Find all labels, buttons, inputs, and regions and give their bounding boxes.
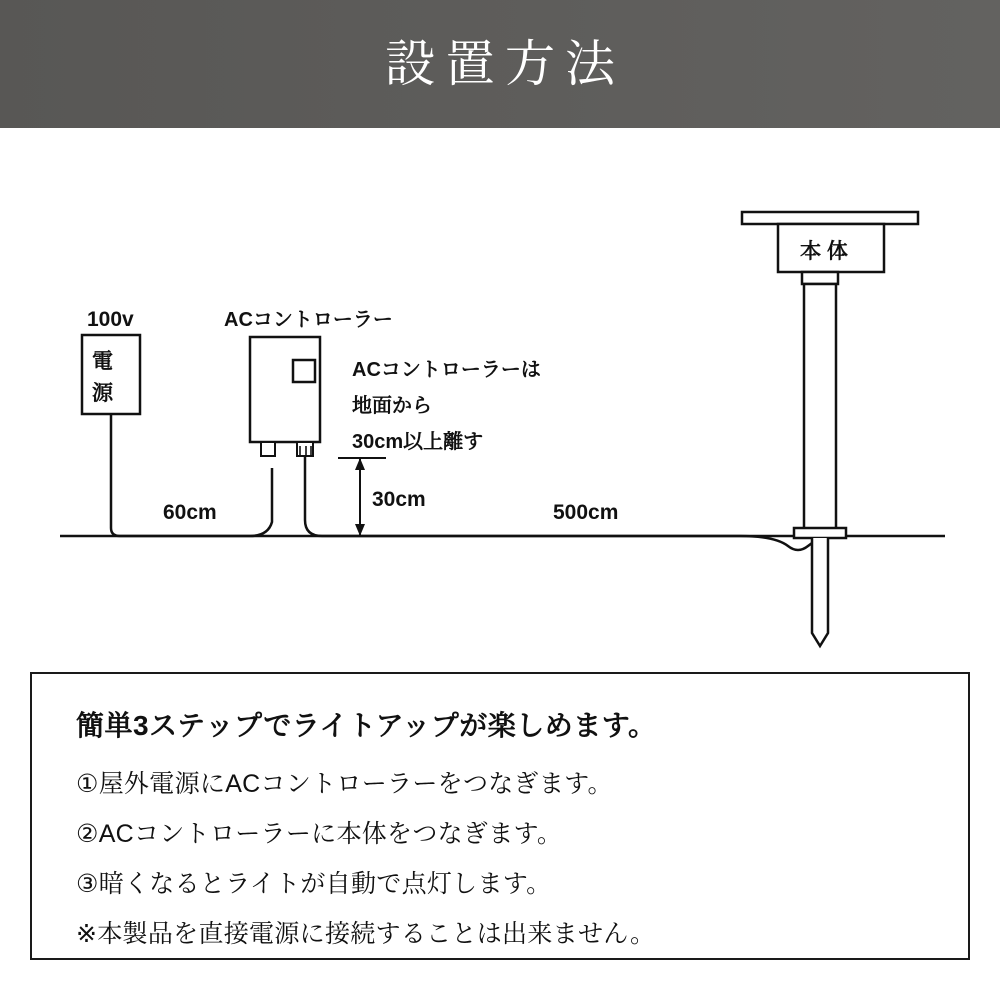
ac-controller-window: [293, 360, 315, 382]
label-controller-note-1: ACコントローラーは: [352, 359, 541, 381]
page-title: 設置方法: [385, 36, 625, 92]
fixture-base-plate: [794, 528, 846, 538]
steps-heading: 簡単3ステップでライトアップが楽しめます。: [76, 710, 657, 741]
label-controller-note-2: 地面から: [352, 395, 432, 417]
label-controller-note-3: 30cm以上離す: [352, 431, 484, 453]
label-voltage: 100v: [87, 308, 134, 331]
fixture-top-plate: [742, 212, 918, 224]
label-dim-60: 60cm: [163, 501, 217, 524]
steps-list: [56, 764, 944, 900]
installation-diagram: [0, 128, 1000, 658]
list-item: ①屋外電源にACコントローラーをつなぎます。: [76, 770, 613, 798]
label-dim-30: 30cm: [372, 488, 426, 511]
diagram-canvas: [0, 128, 1000, 658]
label-power-source-line1: 電: [92, 350, 113, 373]
fixture-ground-spike: [812, 538, 828, 646]
ac-controller-body: [250, 337, 320, 442]
page-header: [0, 0, 1000, 128]
fixture-pole: [804, 284, 836, 534]
dim-30-arrow-top: [355, 458, 365, 470]
dim-30-arrow-bottom: [355, 524, 365, 536]
controller-connector-left: [261, 442, 275, 456]
label-controller-title: ACコントローラー: [224, 309, 393, 331]
label-power-source-line2: 源: [92, 382, 113, 405]
list-item: ③暗くなるとライトが自動で点灯します。: [76, 870, 552, 898]
steps-note: ※本製品を直接電源に接続することは出来ません。: [76, 920, 656, 948]
fixture-neck: [802, 272, 838, 284]
list-item: ②ACコントローラーに本体をつなぎます。: [76, 820, 563, 848]
steps-panel: [30, 672, 970, 960]
label-fixture: 本 体: [800, 240, 848, 263]
label-dim-500: 500cm: [553, 501, 619, 524]
